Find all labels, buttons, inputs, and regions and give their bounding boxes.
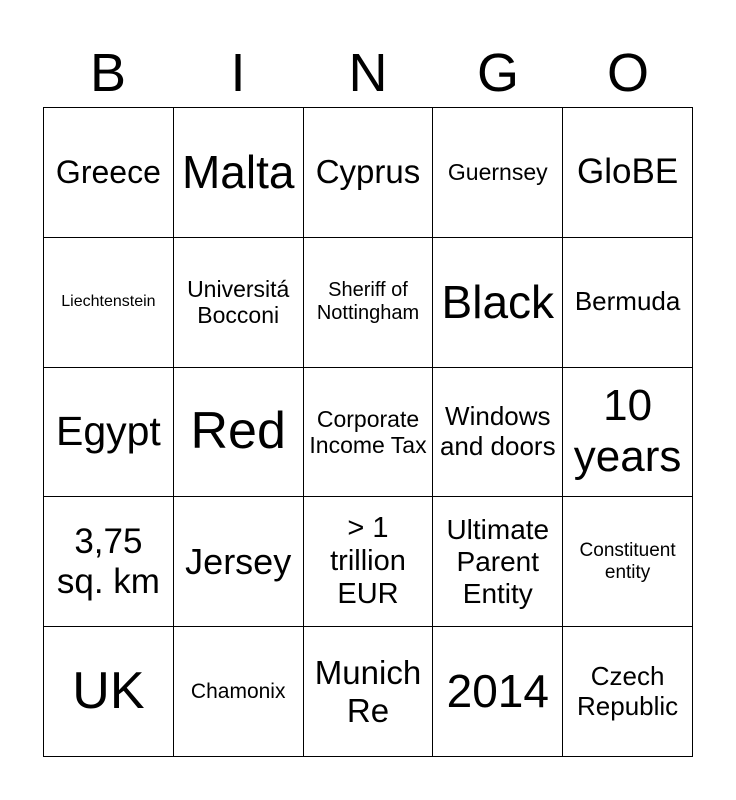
bingo-cell[interactable] (563, 368, 693, 498)
bingo-cell-label: Ultimate Parent Entity (446, 513, 550, 609)
bingo-cell[interactable] (433, 108, 563, 238)
bingo-cell-label: Cyprus (315, 153, 421, 191)
bingo-cell[interactable] (44, 368, 174, 498)
bingo-cell-label: 2014 (446, 665, 549, 718)
bingo-cell[interactable] (433, 497, 563, 627)
bingo-cell-label: Guernsey (447, 159, 548, 186)
bingo-cell-label: Liechtenstein (61, 293, 156, 310)
bingo-cell[interactable] (304, 108, 434, 238)
bingo-cell[interactable] (304, 238, 434, 368)
bingo-cell-label: 10 years (573, 381, 682, 481)
bingo-cell[interactable] (174, 238, 304, 368)
bingo-cell-label: Czech Republic (577, 660, 679, 721)
header-letter-o: O (606, 43, 649, 103)
bingo-cell-label: Jersey (185, 541, 292, 583)
bingo-cell-label: Egypt (55, 408, 161, 455)
bingo-cell[interactable] (433, 368, 563, 498)
bingo-cell-label: 3,75 sq. km (56, 521, 160, 601)
bingo-cell-label: Universitá Bocconi (187, 275, 290, 329)
bingo-cell-label: Windows and doors (439, 401, 556, 461)
bingo-cell[interactable] (433, 627, 563, 757)
bingo-cell-label: Munich Re (314, 653, 422, 729)
header-letter-n: N (348, 43, 388, 103)
header-letter-b: B (89, 43, 127, 103)
bingo-cell-label: GloBE (577, 152, 679, 192)
bingo-cell[interactable] (304, 627, 434, 757)
bingo-cell[interactable] (563, 238, 693, 368)
header-letter-i: I (230, 43, 246, 103)
bingo-cell[interactable] (44, 238, 174, 368)
bingo-cell[interactable] (44, 108, 174, 238)
bingo-cell[interactable] (174, 108, 304, 238)
header-letter-g: G (476, 43, 519, 103)
bingo-board (43, 107, 693, 757)
bingo-cell-label: Sheriff of Nottingham (316, 279, 420, 325)
bingo-cell[interactable] (563, 627, 693, 757)
bingo-cell[interactable] (563, 108, 693, 238)
bingo-cell[interactable] (433, 238, 563, 368)
bingo-cell-label: Constituent entity (579, 539, 676, 583)
bingo-cell[interactable] (44, 627, 174, 757)
bingo-cell-label: Black (441, 275, 555, 328)
bingo-cell-label: Red (190, 402, 286, 461)
bingo-cell[interactable] (44, 497, 174, 627)
bingo-cell[interactable] (304, 368, 434, 498)
bingo-cell[interactable] (174, 368, 304, 498)
bingo-cell[interactable] (174, 627, 304, 757)
bingo-cell-label: > 1 trillion EUR (330, 511, 406, 611)
bingo-cell-label: Chamonix (190, 679, 286, 703)
bingo-cell-label: UK (72, 661, 145, 720)
bingo-cell-label: Greece (55, 154, 161, 190)
bingo-cell-label: Corporate Income Tax (309, 405, 427, 458)
bingo-cell-label: Malta (181, 145, 295, 198)
bingo-cell-label: Bermuda (574, 286, 681, 317)
bingo-header (43, 40, 693, 106)
bingo-cell[interactable] (174, 497, 304, 627)
bingo-cell[interactable] (304, 497, 434, 627)
bingo-cell[interactable] (563, 497, 693, 627)
